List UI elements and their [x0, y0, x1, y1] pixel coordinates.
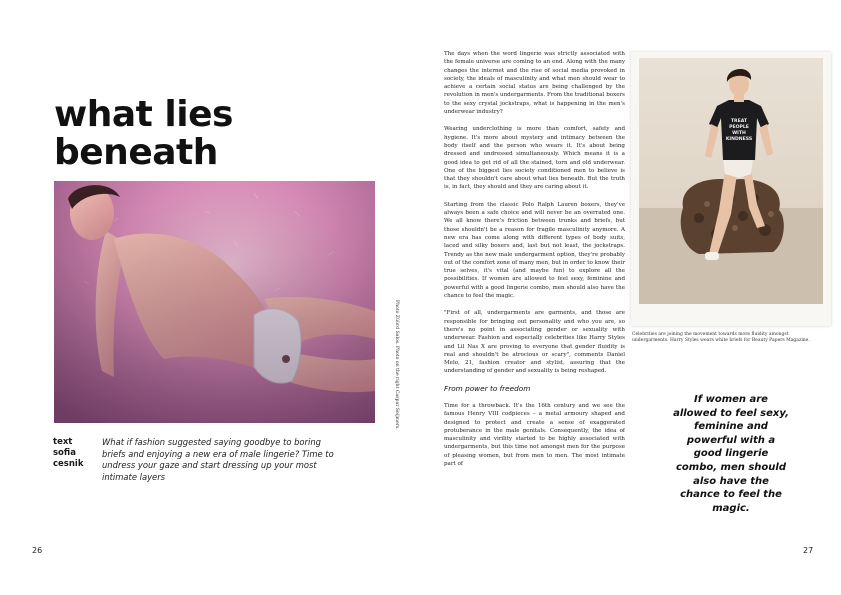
byline: [53, 437, 93, 470]
tshirt-line-1: TREAT: [730, 119, 748, 124]
standfirst: What if fashion suggested saying goodbye to boring briefs and enjoying a new era of male lingerie? Time to undress your gaze and start dressing up your most intimate layers: [102, 437, 334, 482]
title-line-2: beneath: [54, 132, 218, 173]
body-paragraph: Starting from the classic Polo Ralph Lauren boxers, they've always been a safe choice and will never be an overrated one. We all know there's friction between trunks and briefs, but those shouldn't be a reason for fragile masculinity anymore. A new era has come along with different types of body suits, laced and silky boxers and, last but not least, the jockstraps. Trendy as the new male undergarment option, they're probably out of the comfort zone of many men, but in order to know their true selves, it's vital (and maybe fun) to explore all the possibilities. If women are allowed to feel sexy, feminine and powerful with a good lingerie combo, men should also have the chance to feel the magic.: [444, 201, 625, 300]
page-number-left: 26: [32, 546, 43, 555]
body-paragraph: The days when the word lingerie was strictly associated with the female universe are coming to an end. Along with the many changes the internet and the rise of social media provoked in society, the ideals of masculinity and what men should wear to achieve a certain social status are being challenged by the revolution in men's undergarments. From the traditional boxers to the sexy crystal jockstraps, what is happening in the men's underwear industry?: [444, 51, 625, 116]
celebrity-photo: [639, 58, 823, 304]
author-last-name: cesnik: [53, 459, 84, 469]
polaroid-frame: [631, 52, 831, 326]
tshirt-line-2: PEOPLE: [729, 125, 749, 130]
article-title: [54, 96, 314, 172]
subheading: From power to freedom: [444, 383, 531, 393]
byline-label: text: [53, 437, 73, 447]
body-text-column: [444, 50, 625, 544]
photo-credit: Photo Züürd Salos. Photo on the right Caspar Seijmers.: [394, 300, 399, 430]
body-paragraph: Wearing underclothing is more than comfort, safety and hygiene. It's more about mystery and intimacy between the body itself and the person who wears it. It's about being dressed and undressed simultaneously. Which means it is a good idea to get rid of all the stained, torn and old underwear. One of the biggest lies society conditioned men to believe is that they shouldn't care about what lies beneath. But the truth is, in fact, they should and they are caring about it.: [444, 126, 625, 191]
title-line-1: what lies: [54, 94, 233, 135]
body-paragraph: Time for a throwback. It's the 16th century and we see the famous Henry VIII codpieces – a metal armoury shaped and designed to protect and create a sense of exaggerated protuberance in the male genitals. Consequently, the idea of masculinity and virility started to be highly associated with undergarments, but this time not amongst men for the purpose of pleasing women, but from men to men. The most intimate part of: [444, 402, 625, 468]
photo-caption: Celebrities are joining the movement towards more fluidity amongst undergarments. Harry Styles wears white briefs for Beauty Papers Magazine.: [632, 332, 810, 343]
page-number-right: 27: [803, 546, 814, 555]
author-first-name: sofia: [53, 448, 76, 458]
body-paragraph: "First of all, undergarments are garments, and those are responsible for bringing out personality and who you are, so there's no point in associating gender or sexuality with underwear. Fashion and especially celebrities like Harry Styles and Lil Nas X are proving to everyone that gender fluidity is real and shouldn't be atrocious or scary", comments Daniel Melo, 21, fashion creator and stylist, assuring that the understanding of gender and sexuality is being reshaped.: [444, 310, 625, 375]
pull-quote: If women are allowed to feel sexy, feminine and powerful with a good lingerie combo, men should also have the chance to feel the magic.: [673, 394, 789, 514]
tshirt-line-3: WITH: [732, 131, 746, 136]
tshirt-line-4: KINDNESS: [725, 137, 753, 142]
model-photo: [54, 181, 375, 423]
